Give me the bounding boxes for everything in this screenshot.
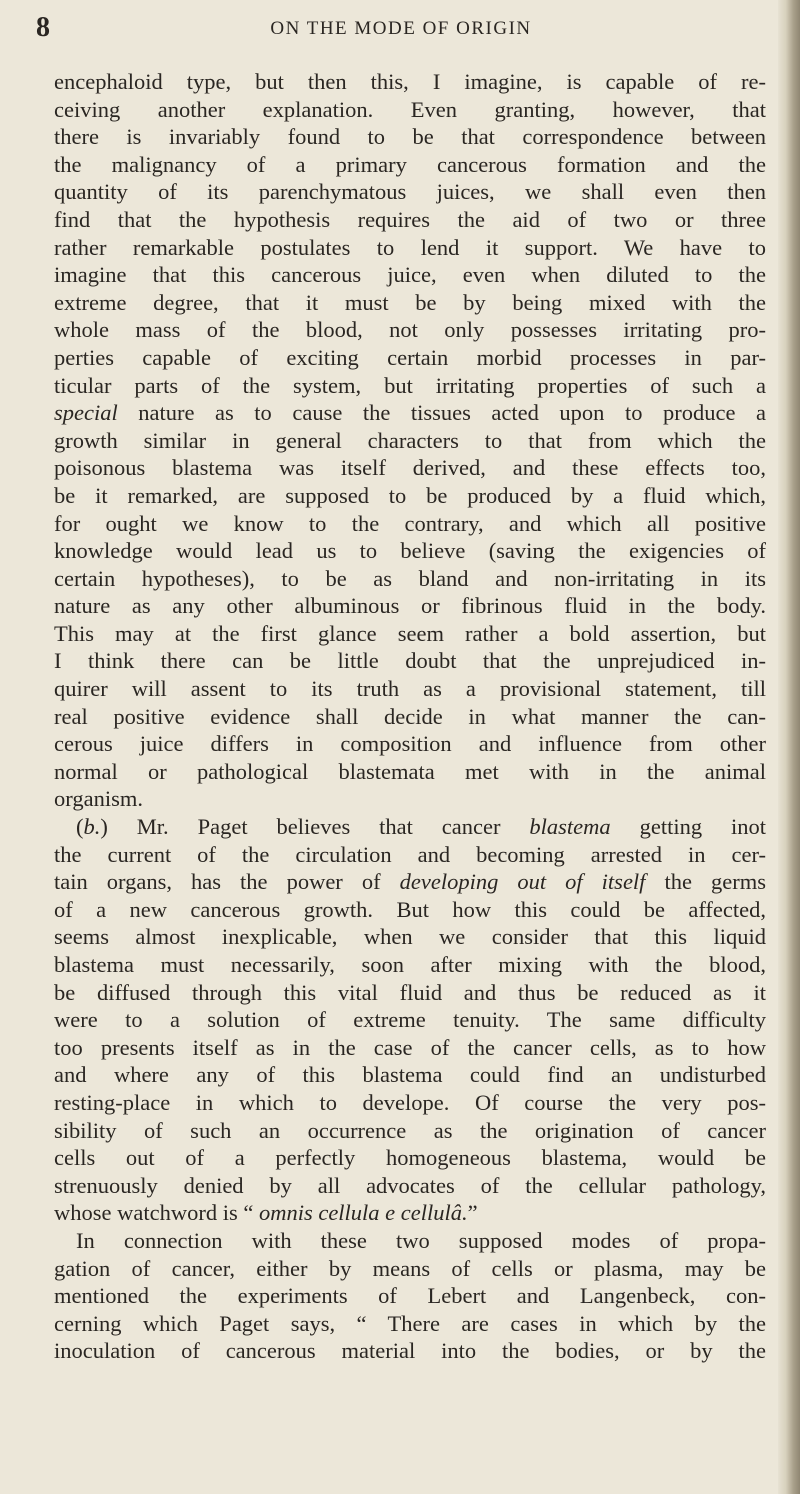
text-line: for ought we know to the contrary, and which all positive — [54, 510, 766, 536]
text-run: nature as to cause the tissues acted upon to produce a — [117, 400, 766, 426]
text-line: cerning which Paget says, “ There are cases in which by the — [54, 1310, 766, 1336]
text-run: ) Mr. Paget believes that cancer — [100, 814, 530, 840]
text-line: too presents itself as in the case of the cancer cells, as to how — [54, 1034, 766, 1060]
text-line: real positive evidence shall decide in what manner the can- — [54, 703, 766, 729]
text-line: the malignancy of a primary cancerous formation and the — [54, 151, 766, 177]
italic-text: special — [54, 400, 118, 426]
text-line — [54, 868, 766, 896]
text-line: strenuously denied by all advocates of the cellular pathology, — [54, 1172, 766, 1198]
text-line: the current of the circulation and becoming arrested in cer- — [54, 841, 766, 867]
text-line: This may at the first glance seem rather a bold assertion, but — [54, 620, 766, 646]
text-line: there is invariably found to be that correspondence between — [54, 124, 766, 150]
text-line: find that the hypothesis requires the aid of two or three — [54, 206, 766, 232]
text-line: certain hypotheses), to be as bland and non-irritating in its — [54, 565, 766, 591]
text-line: normal or pathological blastemata met with in the animal — [54, 758, 766, 784]
text-line: and where any of this blastema could find an undisturbed — [54, 1062, 766, 1088]
text-line — [54, 399, 766, 427]
text-line: resting-place in which to develope. Of course the very pos- — [54, 1089, 766, 1115]
text-line: nature as any other albuminous or fibrinous fluid in the body. — [54, 593, 766, 619]
text-line: imagine that this cancerous juice, even when diluted to the — [54, 262, 766, 288]
text-line: poisonous blastema was itself derived, and these effects too, — [54, 455, 766, 481]
italic-text: omnis cellula e cellulâ. — [258, 1200, 468, 1226]
text-line: organism. — [54, 786, 143, 812]
text-line: whole mass of the blood, not only possesses irritating pro- — [54, 317, 766, 343]
text-line: ceiving another explanation. Even granting, however, that — [54, 96, 766, 122]
text-line: In connection with these two supposed modes of propa- — [76, 1227, 766, 1253]
page-number: 8 — [36, 12, 50, 43]
italic-text: b. — [83, 814, 101, 840]
page-edge-shadow — [778, 0, 800, 1494]
text-line: perties capable of exciting certain morbid processes in par- — [54, 344, 766, 370]
text-line: cells out of a perfectly homogeneous blastema, would be — [54, 1145, 766, 1171]
text-line: sibility of such an occurrence as the origination of cancer — [54, 1117, 766, 1143]
text-line: gation of cancer, either by means of cells or plasma, may be — [54, 1255, 766, 1281]
text-line: quantity of its parenchymatous juices, we shall even then — [54, 179, 766, 205]
body-text — [54, 68, 766, 1365]
text-run: ( — [76, 814, 84, 840]
text-line: knowledge would lead us to believe (saving the exigencies of — [54, 538, 766, 564]
text-run: ” — [467, 1200, 478, 1226]
text-line: of a new cancerous growth. But how this could be affected, — [54, 896, 766, 922]
text-line: quirer will assent to its truth as a provisional statement, till — [54, 676, 766, 702]
text-line: mentioned the experiments of Lebert and Langenbeck, con- — [54, 1283, 766, 1309]
text-run: the germs — [645, 869, 766, 895]
text-line: were to a solution of extreme tenuity. The same difficulty — [54, 1007, 766, 1033]
text-line: be diffused through this vital fluid and thus be reduced as it — [54, 979, 766, 1005]
italic-text: developing out of itself — [399, 869, 646, 895]
text-line: cerous juice differs in composition and influence from other — [54, 731, 766, 757]
text-line: extreme degree, that it must be by being mixed with the — [54, 289, 766, 315]
page-header — [36, 12, 766, 52]
text-line: growth similar in general characters to that from which the — [54, 427, 766, 453]
text-run: whose watchword is “ — [54, 1200, 259, 1226]
text-line: blastema must necessarily, soon after mixing with the blood, — [54, 952, 766, 977]
text-line — [54, 813, 766, 841]
text-line: encephaloid type, but then this, I imagine, is capable of re- — [54, 69, 766, 94]
text-line: ticular parts of the system, but irritating properties of such a — [54, 372, 766, 398]
text-line: be it remarked, are supposed to be produced by a fluid which, — [54, 482, 766, 508]
text-run: getting inot — [610, 814, 766, 840]
text-line: I think there can be little doubt that the unprejudiced in- — [54, 648, 766, 674]
text-line: seems almost inexplicable, when we consider that this liquid — [54, 924, 766, 950]
text-run: tain organs, has the power of — [54, 869, 400, 895]
italic-text: blastema — [529, 814, 611, 840]
text-line: inoculation of cancerous material into the bodies, or by the — [54, 1338, 766, 1364]
text-line: rather remarkable postulates to lend it support. We have to — [54, 234, 766, 260]
running-title: ON THE MODE OF ORIGIN — [270, 18, 532, 39]
text-line — [54, 1199, 766, 1227]
